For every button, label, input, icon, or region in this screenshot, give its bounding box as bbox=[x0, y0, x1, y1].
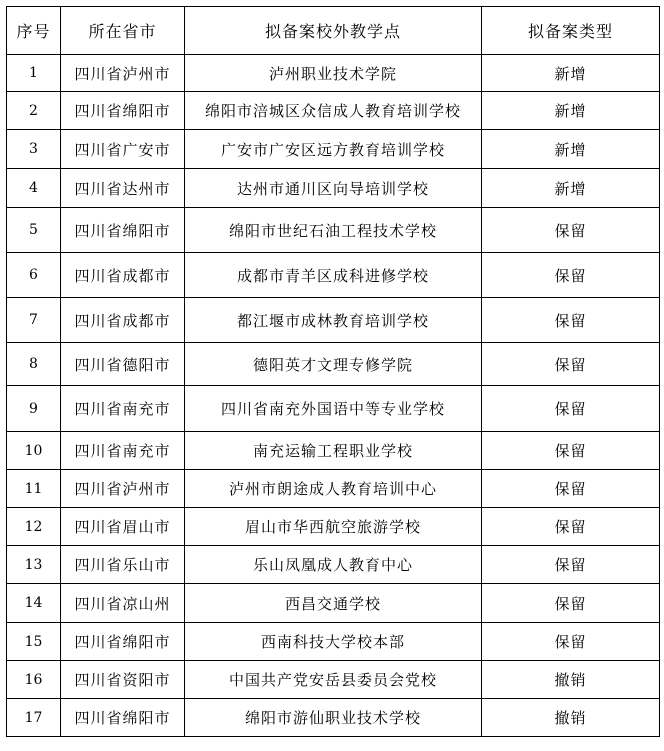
table-row bbox=[7, 661, 660, 699]
table-row bbox=[7, 343, 660, 386]
row-filing-type-cell: 撤销 bbox=[482, 699, 660, 737]
row-province-city-cell: 四川省眉山市 bbox=[61, 508, 185, 546]
row-index-cell: 14 bbox=[7, 584, 61, 623]
row-teaching-site-cell: 达州市通川区向导培训学校 bbox=[185, 169, 482, 208]
table-row bbox=[7, 253, 660, 298]
row-province-city-cell: 四川省绵阳市 bbox=[61, 623, 185, 661]
row-filing-type-cell: 保留 bbox=[482, 508, 660, 546]
row-index-cell: 13 bbox=[7, 546, 61, 584]
row-filing-type-cell: 保留 bbox=[482, 208, 660, 253]
row-index-cell: 6 bbox=[7, 253, 61, 298]
row-province-city-cell: 四川省凉山州 bbox=[61, 584, 185, 623]
row-filing-type-cell: 新增 bbox=[482, 55, 660, 92]
row-index-cell: 4 bbox=[7, 169, 61, 208]
row-filing-type-cell: 保留 bbox=[482, 386, 660, 432]
row-filing-type-cell: 保留 bbox=[482, 432, 660, 470]
teaching-site-table bbox=[6, 6, 660, 737]
row-teaching-site-cell: 泸州职业技术学院 bbox=[185, 55, 482, 92]
header-filing-type: 拟备案类型 bbox=[482, 7, 660, 55]
row-filing-type-cell: 保留 bbox=[482, 470, 660, 508]
table-header-row bbox=[7, 7, 660, 55]
table-row bbox=[7, 584, 660, 623]
table-row bbox=[7, 432, 660, 470]
table-row bbox=[7, 55, 660, 92]
row-province-city-cell: 四川省广安市 bbox=[61, 130, 185, 169]
row-teaching-site-cell: 都江堰市成林教育培训学校 bbox=[185, 298, 482, 343]
row-index-cell: 1 bbox=[7, 55, 61, 92]
row-teaching-site-cell: 广安市广安区远方教育培训学校 bbox=[185, 130, 482, 169]
row-teaching-site-cell: 眉山市华西航空旅游学校 bbox=[185, 508, 482, 546]
row-province-city-cell: 四川省绵阳市 bbox=[61, 699, 185, 737]
table-row bbox=[7, 169, 660, 208]
table-row bbox=[7, 130, 660, 169]
table-row bbox=[7, 92, 660, 130]
row-filing-type-cell: 撤销 bbox=[482, 661, 660, 699]
row-index-cell: 7 bbox=[7, 298, 61, 343]
row-teaching-site-cell: 泸州市朗途成人教育培训中心 bbox=[185, 470, 482, 508]
row-province-city-cell: 四川省成都市 bbox=[61, 298, 185, 343]
table-row bbox=[7, 386, 660, 432]
row-province-city-cell: 四川省达州市 bbox=[61, 169, 185, 208]
row-index-cell: 9 bbox=[7, 386, 61, 432]
row-teaching-site-cell: 西昌交通学校 bbox=[185, 584, 482, 623]
row-teaching-site-cell: 西南科技大学校本部 bbox=[185, 623, 482, 661]
row-teaching-site-cell: 中国共产党安岳县委员会党校 bbox=[185, 661, 482, 699]
table-row bbox=[7, 546, 660, 584]
table-row bbox=[7, 208, 660, 253]
table-body bbox=[7, 55, 660, 737]
row-province-city-cell: 四川省南充市 bbox=[61, 432, 185, 470]
row-index-cell: 3 bbox=[7, 130, 61, 169]
row-province-city-cell: 四川省南充市 bbox=[61, 386, 185, 432]
row-index-cell: 12 bbox=[7, 508, 61, 546]
row-teaching-site-cell: 四川省南充外国语中等专业学校 bbox=[185, 386, 482, 432]
row-filing-type-cell: 保留 bbox=[482, 298, 660, 343]
table-row bbox=[7, 699, 660, 737]
row-teaching-site-cell: 德阳英才文理专修学院 bbox=[185, 343, 482, 386]
table-row bbox=[7, 470, 660, 508]
row-index-cell: 8 bbox=[7, 343, 61, 386]
row-filing-type-cell: 保留 bbox=[482, 253, 660, 298]
row-filing-type-cell: 保留 bbox=[482, 623, 660, 661]
row-province-city-cell: 四川省成都市 bbox=[61, 253, 185, 298]
row-province-city-cell: 四川省绵阳市 bbox=[61, 92, 185, 130]
row-filing-type-cell: 新增 bbox=[482, 92, 660, 130]
table-row bbox=[7, 508, 660, 546]
row-index-cell: 15 bbox=[7, 623, 61, 661]
row-province-city-cell: 四川省泸州市 bbox=[61, 470, 185, 508]
row-index-cell: 11 bbox=[7, 470, 61, 508]
header-index: 序号 bbox=[7, 7, 61, 55]
row-teaching-site-cell: 乐山凤凰成人教育中心 bbox=[185, 546, 482, 584]
row-teaching-site-cell: 南充运输工程职业学校 bbox=[185, 432, 482, 470]
row-filing-type-cell: 新增 bbox=[482, 169, 660, 208]
row-index-cell: 5 bbox=[7, 208, 61, 253]
row-teaching-site-cell: 绵阳市涪城区众信成人教育培训学校 bbox=[185, 92, 482, 130]
row-index-cell: 17 bbox=[7, 699, 61, 737]
row-province-city-cell: 四川省德阳市 bbox=[61, 343, 185, 386]
row-province-city-cell: 四川省乐山市 bbox=[61, 546, 185, 584]
row-filing-type-cell: 保留 bbox=[482, 546, 660, 584]
row-province-city-cell: 四川省绵阳市 bbox=[61, 208, 185, 253]
row-filing-type-cell: 保留 bbox=[482, 584, 660, 623]
row-teaching-site-cell: 绵阳市世纪石油工程技术学校 bbox=[185, 208, 482, 253]
table-row bbox=[7, 298, 660, 343]
row-province-city-cell: 四川省泸州市 bbox=[61, 55, 185, 92]
row-province-city-cell: 四川省资阳市 bbox=[61, 661, 185, 699]
row-index-cell: 10 bbox=[7, 432, 61, 470]
row-teaching-site-cell: 绵阳市游仙职业技术学校 bbox=[185, 699, 482, 737]
header-province-city: 所在省市 bbox=[61, 7, 185, 55]
row-teaching-site-cell: 成都市青羊区成科进修学校 bbox=[185, 253, 482, 298]
table-row bbox=[7, 623, 660, 661]
header-teaching-site: 拟备案校外教学点 bbox=[185, 7, 482, 55]
row-filing-type-cell: 新增 bbox=[482, 130, 660, 169]
row-filing-type-cell: 保留 bbox=[482, 343, 660, 386]
row-index-cell: 2 bbox=[7, 92, 61, 130]
row-index-cell: 16 bbox=[7, 661, 61, 699]
